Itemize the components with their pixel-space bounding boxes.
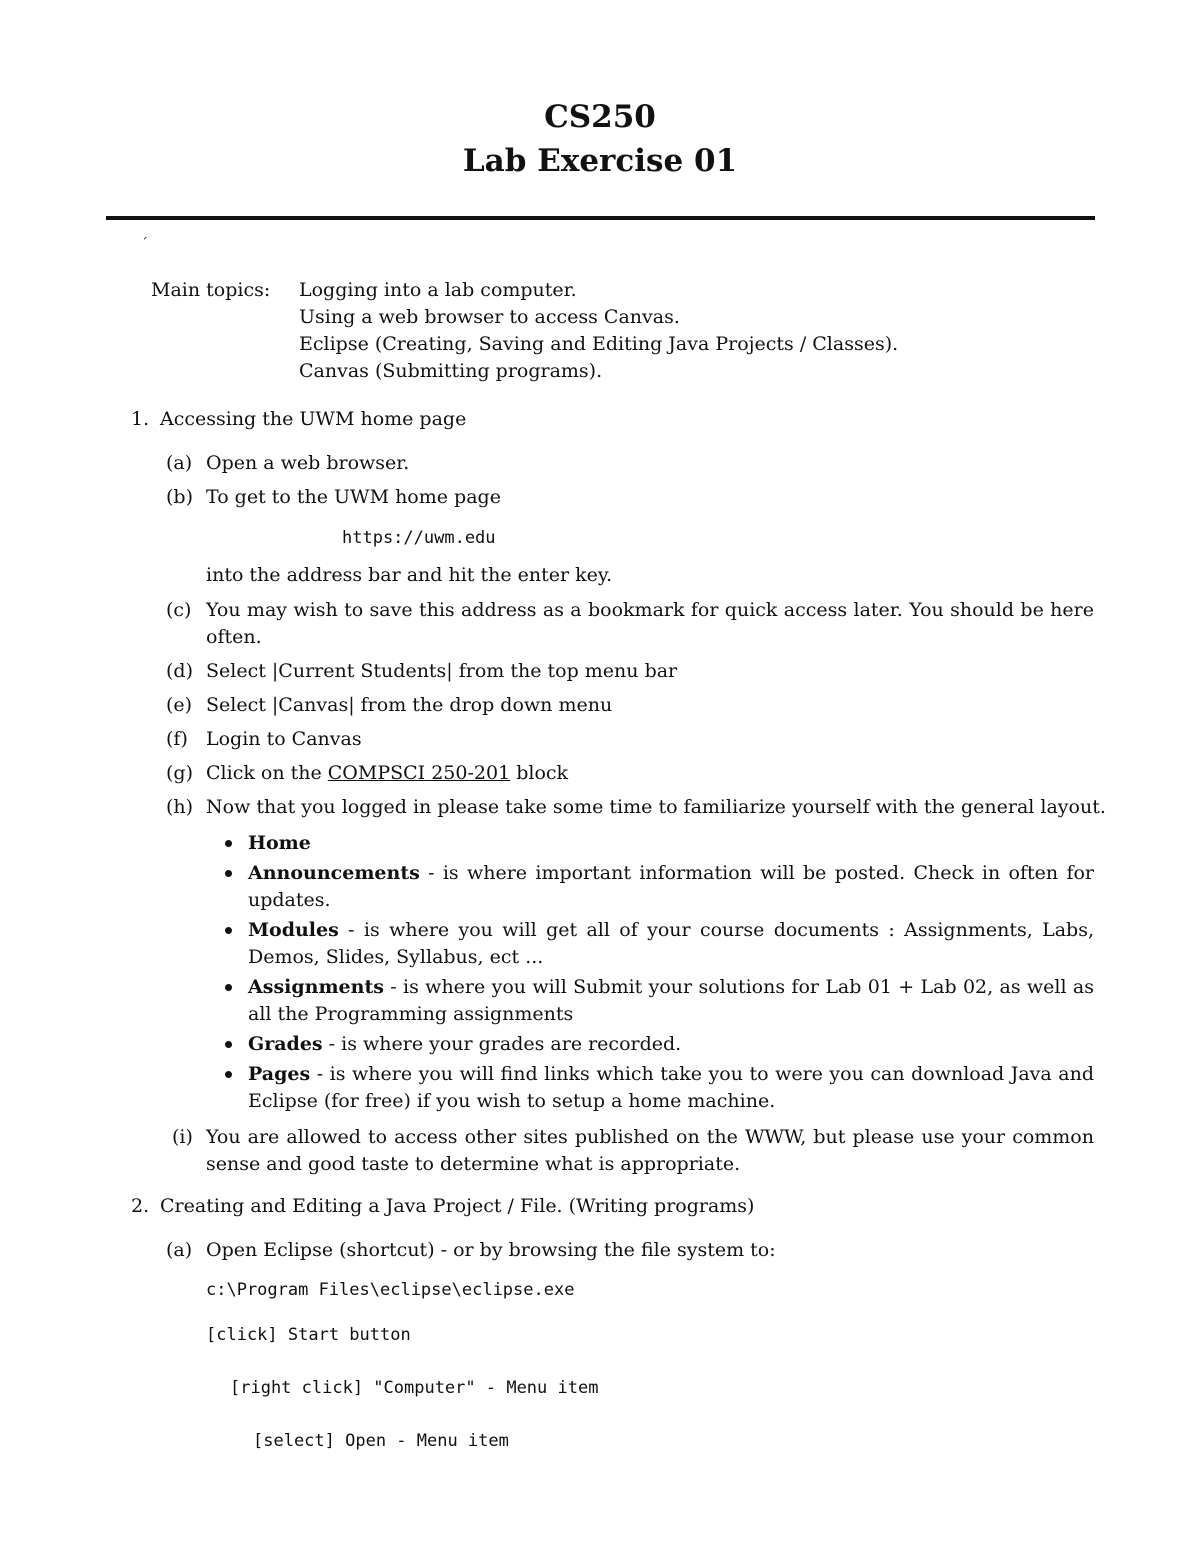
bullet-item [248,860,1094,913]
bullet-item [248,1061,1094,1114]
topic-item: Using a web browser to access Canvas. [299,306,680,328]
step-text: Select |Canvas| from the drop down menu [206,694,613,716]
step-text-pre: Click on the [206,762,322,784]
topic-item: Logging into a lab computer. [299,279,577,301]
stray-mark: ´ [141,236,148,252]
bullet-icon [225,927,232,934]
bullet-icon [225,1071,232,1078]
bullet-item [248,917,1094,970]
step-label: (i) [172,1126,193,1148]
code-line: [select] Open - Menu item [253,1431,509,1451]
bullet-term: Grades [248,1033,323,1055]
bullet-desc: - is where you will Submit your solutions for Lab 01 + Lab 02, as well as all the Programming assignments [248,976,1094,1025]
step-label: (e) [166,694,193,716]
uwm-url: https://uwm.edu [342,528,496,548]
bullet-desc: - is where you will get all of your course documents : Assignments, Labs, Demos, Slides, Syllabus, ect ... [248,919,1094,968]
step-text [206,762,568,785]
step-text: To get to the UWM home page [206,486,501,508]
step-label: (f) [166,728,188,750]
code-line: [right click] "Computer" - Menu item [230,1378,599,1398]
step-text: Select |Current Students| from the top menu bar [206,660,678,682]
step-label: (c) [166,599,192,621]
section-1-number: 1. [131,408,150,430]
compsci-250-201-link[interactable]: COMPSCI 250-201 [327,762,511,784]
bullet-desc: - is where important information will be posted. Check in often for updates. [248,862,1094,911]
step-label: (a) [166,1239,193,1261]
step-text: Login to Canvas [206,728,362,750]
bullet-icon [225,870,232,877]
course-title: CS250 [544,99,656,135]
bullet-term: Announcements [248,862,420,884]
title-rule [106,216,1095,220]
section-1-title: Accessing the UWM home page [160,408,467,430]
topic-item: Canvas (Submitting programs). [299,360,603,382]
step-text: Open a web browser. [206,452,410,474]
step-text: into the address bar and hit the enter key. [206,564,613,586]
bullet-item [248,830,1094,857]
bullet-term: Modules [248,919,339,941]
lab-title: Lab Exercise 01 [462,143,738,179]
code-line: c:\Program Files\eclipse\eclipse.exe [206,1280,575,1300]
section-2-number: 2. [131,1195,150,1217]
step-label: (b) [166,486,193,508]
bullet-item [248,1031,1094,1058]
step-text: You may wish to save this address as a bookmark for quick access later. You should be here often. [206,599,1094,648]
step-text-post: block [516,762,569,784]
bullet-term: Pages [248,1063,311,1085]
code-line: [click] Start button [206,1325,411,1345]
bullet-item [248,974,1094,1027]
step-label: (g) [166,762,193,784]
step-label: (a) [166,452,193,474]
step-text: You are allowed to access other sites published on the WWW, but please use your common sense and good taste to determine what is appropriate. [206,1126,1094,1175]
step-text: Open Eclipse (shortcut) - or by browsing the file system to: [206,1239,776,1261]
bullet-term: Home [248,832,311,854]
bullet-icon [225,840,232,847]
step-text: Now that you logged in please take some time to familiarize yourself with the general layout. [206,796,1106,818]
topics-label: Main topics: [151,279,271,301]
bullet-icon [225,984,232,991]
step-label: (h) [166,796,194,818]
bullet-icon [225,1041,232,1048]
bullet-desc: - is where your grades are recorded. [322,1033,682,1055]
step-label: (d) [166,660,193,682]
bullet-desc: - is where you will find links which take you to were you can download Java and Eclipse (for free) if you wish to setup a home machine. [248,1063,1094,1112]
topic-item: Eclipse (Creating, Saving and Editing Java Projects / Classes). [299,333,899,355]
bullet-term: Assignments [248,976,384,998]
section-2-title: Creating and Editing a Java Project / File. (Writing programs) [160,1195,755,1217]
